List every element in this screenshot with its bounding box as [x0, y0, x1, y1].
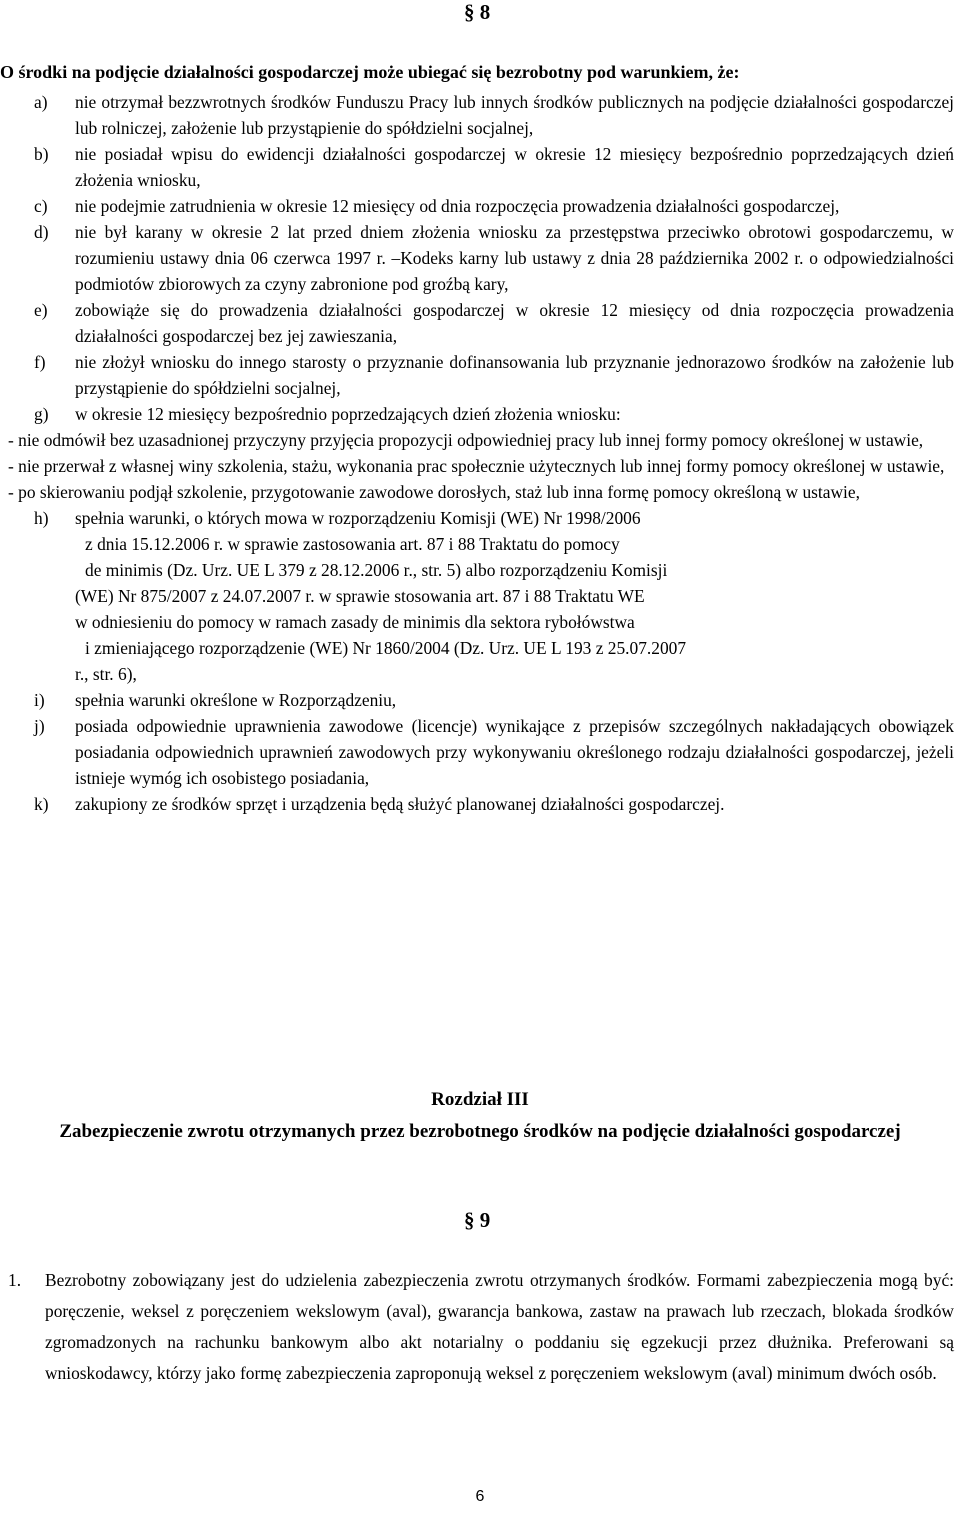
list-item: [8, 219, 954, 297]
item-text: Bezrobotny zobowiązany jest do udzielenia zabezpieczenia zwrotu otrzymanych środków. Formami zabezpieczenia mogą być: poręczenie, weksel z poręczeniem wekslowym (aval), gwarancja bankowa, zastaw na prawach lub rzeczach, blokada środków zgromadzonych na rachunku bankowym albo akt notarialny o poddaniu się egzekucji przez dłużnika. Preferowani są wnioskodawcy, którzy jako formę zabezpieczenia zaproponują weksel z poręczeniem wekslowym (aval) minimum dwóch osób.: [45, 1270, 954, 1383]
intro-paragraph: O środki na podjęcie działalności gospodarczej może ubiegać się bezrobotny pod warunkiem, że:: [0, 62, 740, 82]
item-label: b): [34, 144, 49, 164]
item-label: 1.: [8, 1270, 22, 1290]
list-item: [8, 193, 954, 219]
item-text: nie złożył wniosku do innego starosty o przyznanie dofinansowania lub przyznanie jednorazowo środków na założenie lub przystąpienie do spółdzielni socjalnej,: [75, 352, 954, 398]
chapter-heading: [0, 1084, 960, 1148]
item-text: posiada odpowiednie uprawnienia zawodowe (licencje) wynikające z przepisów szczególnych nakładających obowiązek posiadania odpowiednich uprawnień zawodowych przy wykonywaniu określonego rodzaju działalności gospodarczej, jeżeli istnieje wymóg ich osobistego posiadania,: [75, 716, 954, 788]
item-label: h): [34, 508, 49, 528]
chapter-title: Zabezpieczenie zwrotu otrzymanych przez bezrobotnego środków na podjęcie działalności gospodarczej: [59, 1121, 901, 1142]
item-text: nie posiadał wpisu do ewidencji działalności gospodarczej w okresie 12 miesięcy bezpośrednio poprzedzających dzień złożenia wniosku,: [75, 144, 954, 190]
chapter-number: Rozdział III: [431, 1089, 529, 1110]
item-text: nie był karany w okresie 2 lat przed dniem złożenia wniosku za przestępstwa przeciwko obrotowi gospodarczemu, w rozumieniu ustawy dnia 06 czerwca 1997 r. –Kodeks karny lub ustawy z dnia 28 października 2002 r. o odpowiedzialności podmiotów zbiorowych za czyny zabronione pod groźbą kary,: [75, 222, 954, 294]
item-text: zobowiąże się do prowadzenia działalności gospodarczej w okresie 12 miesięcy od dnia rozpoczęcia prowadzenia działalności gospodarczej bez jej zawieszania,: [75, 300, 954, 346]
h-line: i zmieniającego rozporządzenie (WE) Nr 1860/2004 (Dz. Urz. UE L 193 z 25.07.2007: [85, 638, 687, 658]
page-number: 6: [475, 1488, 485, 1505]
section-8-header: § 8: [464, 0, 491, 24]
list-item: [8, 713, 954, 791]
g-subitem: - po skierowaniu podjął szkolenie, przygotowanie zawodowe dorosłych, staż lub inna formę pomocy określoną w ustawie,: [8, 482, 860, 502]
g-subitem: - nie odmówił bez uzasadnionej przyczyny przyjęcia propozycji odpowiedniej pracy lub innej formy pomocy określonej w ustawie,: [8, 430, 924, 450]
list-item: [8, 297, 954, 349]
item-label: i): [34, 690, 45, 710]
list-item: [8, 141, 954, 193]
list-item: [8, 791, 954, 817]
item-text: nie podejmie zatrudnienia w okresie 12 miesięcy od dnia rozpoczęcia prowadzenia działalności gospodarczej,: [75, 196, 840, 216]
h-line: w odniesieniu do pomocy w ramach zasady de minimis dla sektora rybołówstwa: [75, 612, 635, 632]
item-label: d): [34, 222, 49, 242]
conditions-list: [8, 89, 954, 817]
item-text: w okresie 12 miesięcy bezpośrednio poprzedzających dzień złożenia wniosku:: [75, 404, 621, 424]
list-item: [8, 401, 954, 427]
list-item: [8, 687, 954, 713]
g-subitem: - nie przerwał z własnej winy szkolenia, stażu, wykonania prac społecznie użytecznych lub innej formy pomocy określonej w ustawie,: [8, 456, 945, 476]
list-item: [8, 89, 954, 141]
h-line: de minimis (Dz. Urz. UE L 379 z 28.12.2006 r., str. 5) albo rozporządzeniu Komisji: [85, 560, 668, 580]
list-item: [8, 1265, 954, 1389]
item-label: c): [34, 196, 48, 216]
h-line: z dnia 15.12.2006 r. w sprawie zastosowania art. 87 i 88 Traktatu do pomocy: [85, 534, 620, 554]
h-line: r., str. 6),: [75, 664, 137, 684]
item-label: a): [34, 92, 48, 112]
h-line: (WE) Nr 875/2007 z 24.07.2007 r. w sprawie stosowania art. 87 i 88 Traktatu WE: [75, 586, 645, 606]
section-9-header: § 9: [464, 1208, 491, 1232]
item-label: j): [34, 716, 45, 736]
item-label: e): [34, 300, 48, 320]
list-item-h: [8, 505, 954, 687]
section-9-list: [8, 1265, 954, 1389]
item-text: nie otrzymał bezzwrotnych środków Funduszu Pracy lub innych środków publicznych na podjęcie działalności gospodarczej lub rolniczej, założenie lub przystąpienie do spółdzielni socjalnej,: [75, 92, 954, 138]
item-text: spełnia warunki określone w Rozporządzeniu,: [75, 690, 397, 710]
item-label: f): [34, 352, 46, 372]
list-item: [8, 349, 954, 401]
item-label: g): [34, 404, 49, 424]
h-line: spełnia warunki, o których mowa w rozporządzeniu Komisji (WE) Nr 1998/2006: [75, 508, 641, 528]
item-text: zakupiony ze środków sprzęt i urządzenia będą służyć planowanej działalności gospodarczej.: [75, 794, 725, 814]
item-label: k): [34, 794, 49, 814]
